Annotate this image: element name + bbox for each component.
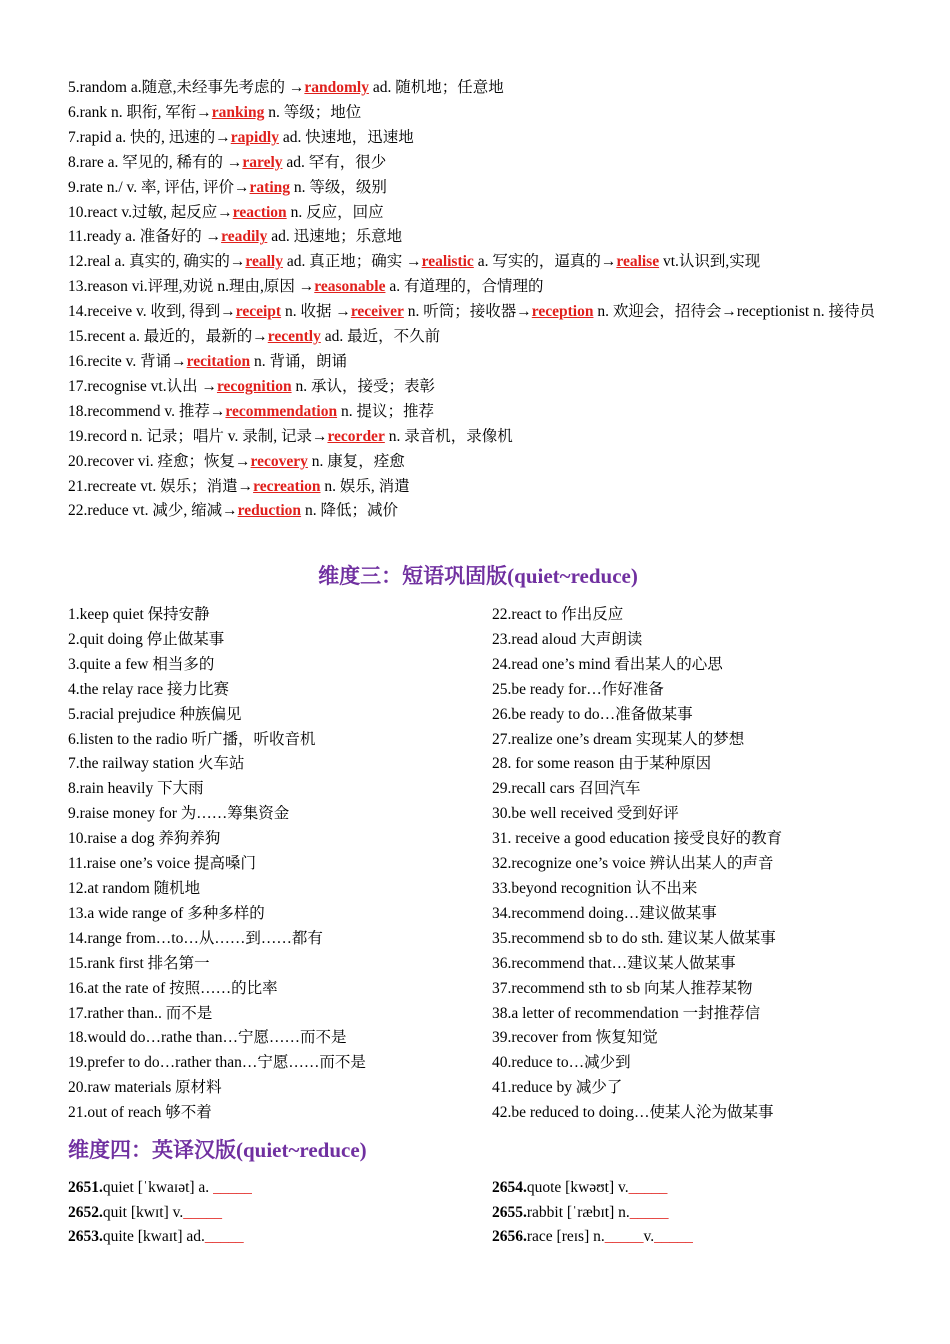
phrase-item: 23.read aloud 大声朗读 [492, 630, 643, 648]
entry-text: 17.recognise vt.认出 → [68, 377, 217, 395]
exercise-number: 2652. [68, 1203, 103, 1221]
phrase-item: 19.prefer to do…rather than…宁愿……而不是 [68, 1054, 366, 1072]
entry-text: 5.random a.随意,未经事先考虑的 → [68, 79, 305, 96]
answer-blank[interactable]: _____ [204, 1228, 244, 1245]
exercise-item [68, 1176, 492, 1201]
phrase-item: 14.range from…to…从……到……都有 [68, 929, 323, 947]
exercise-item [68, 1201, 492, 1226]
phrase-item: 39.recover from 恢复知觉 [492, 1029, 658, 1047]
exercise-number: 2653. [68, 1228, 103, 1245]
phrase-item: 36.recommend that…建议某人做某事 [492, 954, 736, 972]
phrase-item: 11.raise one’s voice 提高嗓门 [68, 855, 256, 873]
entry-text: n. 承认，接受；表彰 [291, 377, 435, 395]
entry-text: ad. 迅速地；乐意地 [267, 228, 403, 246]
phrase-item: 33.beyond recognition 认不出来 [492, 879, 698, 897]
derived-word: reasonable [314, 278, 386, 296]
section3-title: 维度三：短语巩固版(quiet~reduce) [318, 564, 638, 588]
entry-text: 20.recover vi. 痊愈；恢复→ [68, 452, 251, 470]
derived-word: recovery [250, 452, 308, 470]
entry-text: 21.recreate vt. 娱乐；消遣→ [68, 477, 254, 495]
document-page [68, 76, 888, 1245]
entry-text: n. 提议；推荐 [337, 402, 434, 420]
phrases-section [68, 603, 888, 1126]
entry-text: n. 娱乐, 消遣 [320, 477, 410, 495]
exercise-number: 2655. [492, 1203, 527, 1221]
exercise-word: rabbit [ˈræbɪt] n. [526, 1203, 630, 1221]
derivative-entry [68, 400, 888, 425]
phrase-item: 7.the railway station 火车站 [68, 755, 245, 773]
derived-word: reaction [232, 203, 287, 221]
derived-word: rating [249, 178, 290, 196]
derivative-entry [68, 325, 888, 350]
phrase-item: 16.at the rate of 按照……的比率 [68, 979, 278, 997]
phrase-item: 40.reduce to…减少到 [492, 1054, 631, 1072]
phrase-item: 42.be reduced to doing…使某人沦为做某事 [492, 1104, 774, 1122]
entry-text: ad. 罕有，很少 [282, 153, 387, 171]
derivative-entry [68, 475, 888, 500]
answer-blank[interactable]: _____ [183, 1203, 222, 1221]
derivative-entry [68, 201, 888, 226]
exercise-item [492, 1225, 888, 1250]
derived-word: recitation [186, 352, 251, 370]
derivative-entry [68, 76, 888, 101]
phrase-item: 22.react to 作出反应 [492, 606, 624, 623]
derivatives-list [68, 76, 888, 524]
derived-word: reception [531, 303, 594, 321]
derived-word: receiver [350, 303, 404, 321]
entry-text: a. 写实的，逼真的→ [473, 253, 617, 271]
phrase-item: 27.realize one’s dream 实现某人的梦想 [492, 730, 745, 748]
phrase-item: 2.quit doing 停止做某事 [68, 630, 225, 648]
entry-text: n. 背诵，朗诵 [250, 352, 347, 370]
derivative-entry [68, 250, 888, 275]
exercise-number: 2656. [492, 1228, 527, 1245]
derivative-entry [68, 300, 888, 325]
answer-blank[interactable]: _____ [654, 1228, 693, 1245]
derived-word: reduction [237, 502, 302, 520]
exercise-number: 2654. [492, 1179, 527, 1196]
entry-text: 18.recommend v. 推荐→ [68, 402, 226, 420]
derived-word: recognition [216, 377, 292, 395]
entry-text: n. 等级，级别 [290, 178, 387, 196]
entry-text: 22.reduce vt. 减少, 缩减→ [68, 502, 238, 520]
entry-text: 8.rare a. 罕见的, 稀有的 → [68, 153, 243, 171]
answer-blank[interactable]: _____ [604, 1228, 644, 1245]
entry-text: n. 康复，痊愈 [307, 452, 405, 470]
phrase-item: 12.at random 随机地 [68, 879, 201, 897]
derivative-entry [68, 275, 888, 300]
phrase-item: 31. receive a good education 接受良好的教育 [492, 830, 783, 848]
entry-text: 7.rapid a. 快的, 迅速的→ [68, 128, 231, 146]
entry-text: 12.real a. 真实的, 确实的→ [68, 253, 246, 271]
phrase-item: 3.quite a few 相当多的 [68, 655, 215, 673]
phrase-item: 17.rather than.. 而不是 [68, 1004, 213, 1022]
derivative-entry [68, 176, 888, 201]
answer-blank[interactable]: _____ [213, 1179, 252, 1196]
entry-text: n. 收据 → [281, 303, 351, 321]
entry-text: a. 有道理的，合情理的 [385, 278, 544, 296]
phrase-item: 13.a wide range of 多种多样的 [68, 904, 265, 922]
derivative-entry [68, 101, 888, 126]
entry-text: ad. 快速地，迅速地 [278, 128, 414, 146]
derivative-entry [68, 350, 888, 375]
entry-text: n. 降低；减价 [301, 502, 398, 520]
derived-word: really [245, 253, 283, 271]
phrase-item: 15.rank first 排名第一 [68, 954, 210, 972]
phrase-item: 29.recall cars 召回汽车 [492, 780, 641, 798]
phrase-item: 24.read one’s mind 看出某人的心思 [492, 655, 723, 673]
derived-word: rarely [242, 153, 283, 171]
exercise-item [492, 1176, 888, 1201]
derived-word: realise [616, 253, 660, 271]
entry-text: 13.reason vi.评理,劝说 n.理由,原因 → [68, 278, 315, 296]
phrases-left-column [68, 603, 492, 1126]
exercises-section [68, 1176, 888, 1250]
entry-text: 10.react v.过敏, 起反应→ [68, 203, 233, 221]
entry-text: ad. 最近，不久前 [320, 328, 441, 346]
derivative-entry [68, 450, 888, 475]
exercise-word: race [reɪs] n. [526, 1228, 605, 1245]
answer-blank[interactable]: _____ [629, 1203, 669, 1221]
section4-title: 维度四：英译汉版(quiet~reduce) [68, 1138, 367, 1162]
exercise-word: quote [kwəʊt] v. [526, 1179, 629, 1196]
phrase-item: 5.racial prejudice 种族偏见 [68, 705, 242, 723]
entry-text: n. 录音机，录像机 [384, 427, 513, 445]
phrase-item: 1.keep quiet 保持安静 [68, 606, 210, 623]
phrase-item: 8.rain heavily 下大雨 [68, 780, 204, 798]
exercise-word: quiet [ˈkwaɪət] a. [102, 1179, 214, 1196]
entry-text: 11.ready a. 准备好的 → [68, 228, 222, 246]
derived-word: realistic [421, 253, 474, 271]
entry-text: n. 听筒；接收器→ [403, 303, 532, 321]
derived-word: recommendation [225, 402, 338, 420]
phrase-item: 28. for some reason 由于某种原因 [492, 755, 712, 773]
exercises-left-column [68, 1176, 492, 1250]
exercise-item [492, 1201, 888, 1226]
entry-text: 14.receive v. 收到, 得到→ [68, 303, 236, 321]
phrase-item: 41.reduce by 减少了 [492, 1079, 623, 1097]
derivative-entry [68, 126, 888, 151]
phrase-item: 34.recommend doing…建议做某事 [492, 904, 717, 922]
exercises-right-column [492, 1176, 888, 1250]
entry-text: ad. 真正地；确实 → [282, 253, 422, 271]
phrase-item: 35.recommend sb to do sth. 建议某人做某事 [492, 929, 776, 947]
entry-text: n. 欢迎会，招待会→receptionist n. 接待员 [593, 303, 876, 321]
derived-word: recently [267, 328, 321, 346]
phrase-item: 4.the relay race 接力比赛 [68, 680, 229, 698]
derived-word: randomly [304, 79, 369, 96]
entry-text: 19.record n. 记录；唱片 v. 录制, 记录→ [68, 427, 328, 445]
entry-text: vt.认识到,实现 [659, 253, 761, 271]
entry-text: ad. 随机地；任意地 [368, 79, 504, 96]
derivative-entry [68, 499, 888, 524]
phrase-item: 25.be ready for…作好准备 [492, 680, 664, 698]
entry-text: 16.recite v. 背诵→ [68, 352, 187, 370]
exercise-item [68, 1225, 492, 1250]
exercise-word: v. [643, 1228, 655, 1245]
phrase-item: 38.a letter of recommendation 一封推荐信 [492, 1004, 761, 1022]
derivative-entry [68, 425, 888, 450]
derived-word: receipt [235, 303, 282, 321]
phrase-item: 30.be well received 受到好评 [492, 805, 679, 823]
exercise-number: 2651. [68, 1179, 103, 1196]
derived-word: readily [221, 228, 268, 246]
derivative-entry [68, 151, 888, 176]
phrase-item: 18.would do…rathe than…宁愿……而不是 [68, 1029, 347, 1047]
derivative-entry [68, 225, 888, 250]
phrase-item: 10.raise a dog 养狗养狗 [68, 830, 221, 848]
phrase-item: 20.raw materials 原材料 [68, 1079, 222, 1097]
entry-text: 6.rank n. 职衔, 军衔→ [68, 103, 212, 121]
phrases-right-column [492, 603, 888, 1126]
derived-word: recorder [327, 427, 385, 445]
phrase-item: 6.listen to the radio 听广播，听收音机 [68, 730, 316, 748]
entry-text: 15.recent a. 最近的，最新的→ [68, 328, 268, 346]
derivative-entry [68, 375, 888, 400]
answer-blank[interactable]: _____ [628, 1179, 668, 1196]
phrase-item: 26.be ready to do…准备做某事 [492, 705, 693, 723]
exercise-word: quite [kwaɪt] ad. [102, 1228, 205, 1245]
exercise-word: quit [kwɪt] v. [102, 1203, 184, 1221]
entry-text: n. 反应，回应 [286, 203, 384, 221]
phrase-item: 21.out of reach 够不着 [68, 1104, 212, 1122]
entry-text: 9.rate n./ v. 率, 评估, 评价→ [68, 178, 250, 196]
entry-text: n. 等级；地位 [264, 103, 362, 121]
derived-word: ranking [211, 103, 265, 121]
phrase-item: 9.raise money for 为……筹集资金 [68, 805, 290, 823]
derived-word: rapidly [230, 128, 279, 146]
phrase-item: 32.recognize one’s voice 辨认出某人的声音 [492, 855, 774, 873]
phrase-item: 37.recommend sth to sb 向某人推荐某物 [492, 979, 753, 997]
derived-word: recreation [253, 477, 321, 495]
